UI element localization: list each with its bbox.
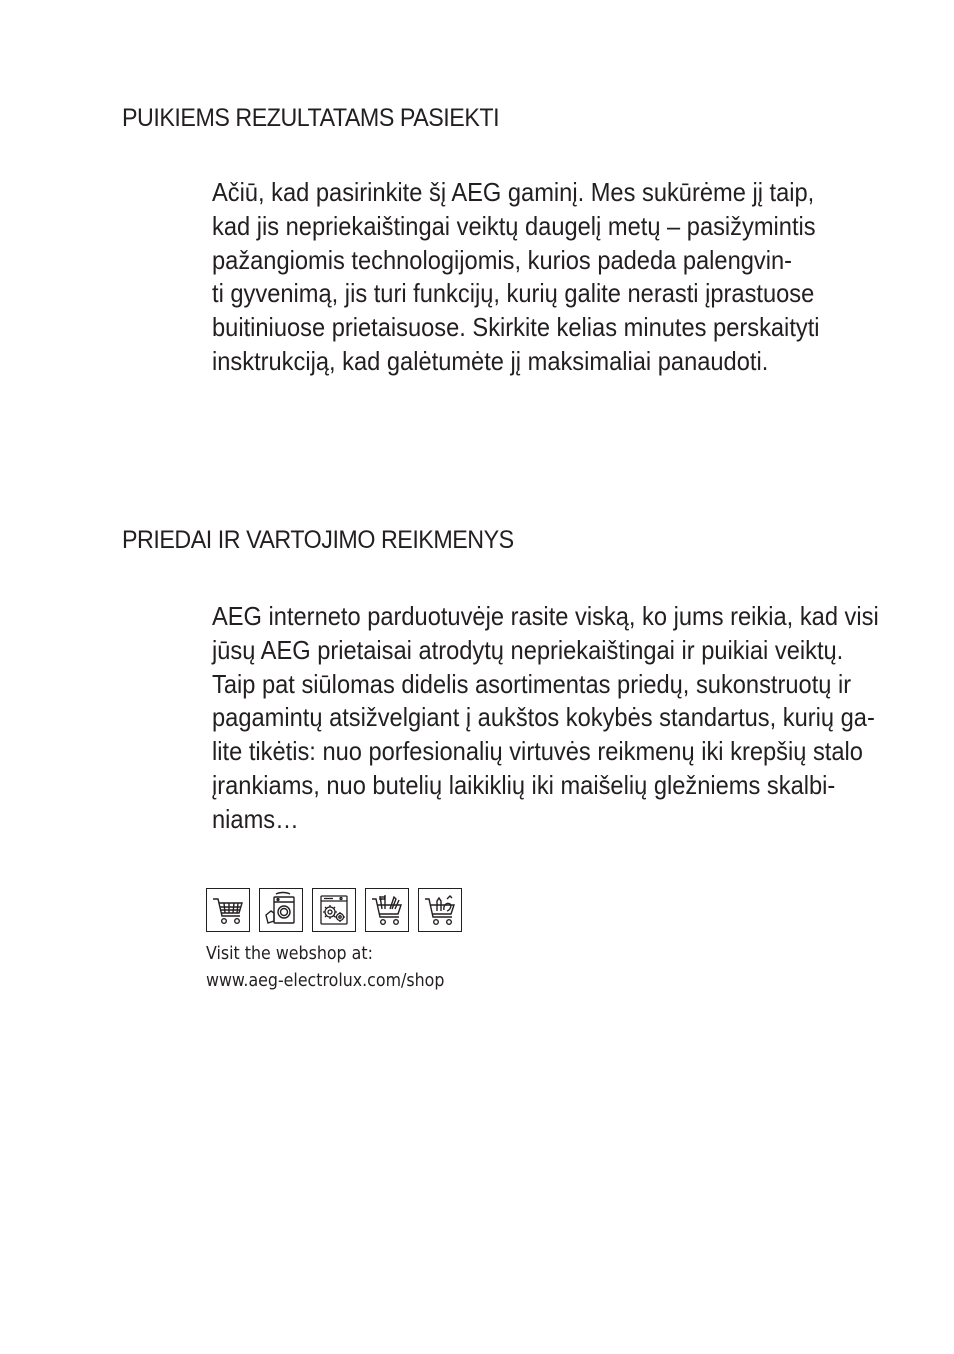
paragraph-line: pagamintų atsižvelgiant į aukštos kokybės standartus, kurių ga- [212, 702, 875, 733]
paragraph-line: ti gyvenimą, jis turi funkcijų, kurių galite nerasti įprastuose [212, 278, 815, 309]
paragraph-line: Ačiū, kad pasirinkite šį AEG gaminį. Mes sukūrėme jį taip, [212, 177, 815, 207]
shopping-cart-icon [206, 888, 250, 932]
paragraph-line: Taip pat siūlomas didelis asortimentas priedų, sukonstruotų ir [212, 668, 852, 699]
paragraph-line: AEG interneto parduotuvėje rasite viską, ko jums reikia, kad visi [212, 601, 879, 631]
cart-utensils-icon [365, 888, 409, 932]
washing-machine-hand-icon [259, 888, 303, 932]
paragraph-line: buitiniuose prietaisuose. Skirkite kelias minutes perskaityti [212, 312, 820, 343]
paragraph-line: insktrukciją, kad galėtumėte jį maksimaliai panaudoti. [212, 345, 769, 376]
paragraph-line: pažangiomis technologijomis, kurios padeda palengvin- [212, 244, 793, 275]
intro-paragraph [212, 176, 820, 379]
section-heading-accessories: PRIEDAI IR VARTOJIMO REIKMENYS [122, 526, 514, 554]
paragraph-line: jūsų AEG prietaisai atrodytų nepriekaištingai ir puikiai veiktų. [212, 634, 844, 665]
dishwasher-gear-icon [312, 888, 356, 932]
webshop-label: Visit the webshop at: [206, 943, 373, 964]
accessories-paragraph [212, 600, 879, 837]
paragraph-line: kad jis nepriekaištingai veiktų daugelį metų – pasižymintis [212, 210, 816, 241]
paragraph-line: niams… [212, 803, 299, 834]
paragraph-line: įrankiams, nuo butelių laikiklių iki maišelių gležniems skalbi- [212, 769, 836, 800]
paragraph-line: lite tikėtis: nuo porfesionalių virtuvės reikmenų iki krepšių stalo [212, 736, 863, 767]
webshop-caption [206, 940, 444, 994]
cart-bottles-icon [418, 888, 462, 932]
webshop-icons [206, 888, 462, 932]
section-heading-results: PUIKIEMS REZULTATAMS PASIEKTI [122, 104, 500, 132]
webshop-url[interactable]: www.aeg-electrolux.com/shop [206, 970, 445, 991]
